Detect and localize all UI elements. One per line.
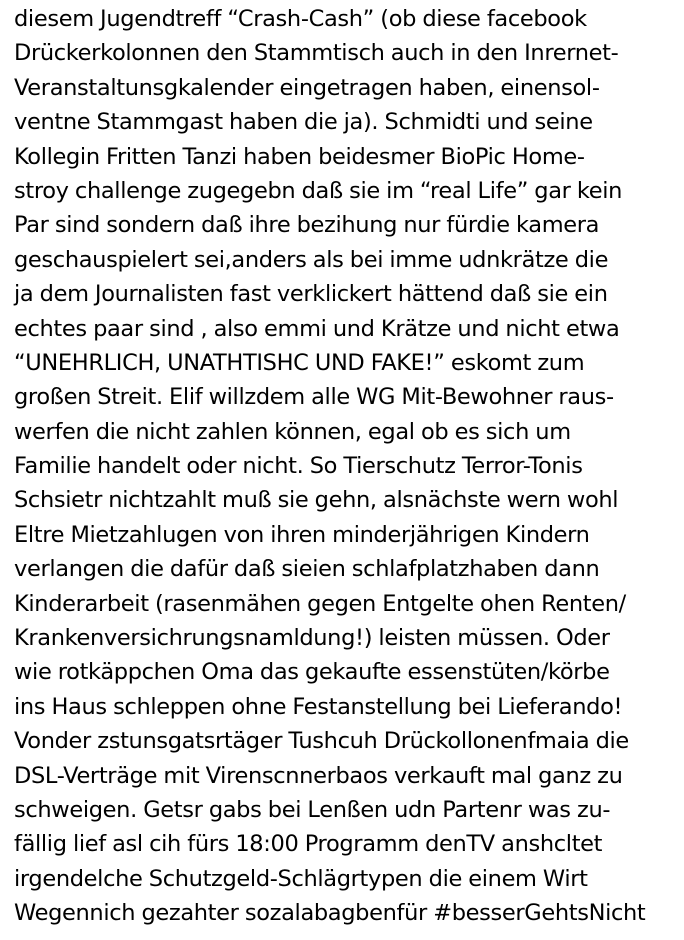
- text-line: irgendelche Schutzgeld-Schlägrtypen die einem Wirt: [14, 865, 588, 892]
- text-line: Kinderarbeit (rasenmähen gegen Entgelte ohen Renten/: [14, 590, 626, 617]
- text-line: Kollegin Fritten Tanzi haben beidesmer BioPic Home-: [14, 143, 585, 170]
- text-line: stroy challenge zugegebn daß sie im “real Life” gar kein: [14, 177, 623, 204]
- text-line: Par sind sondern daß ihre bezihung nur fürdie kamera: [14, 212, 600, 239]
- text-line: Drückerkolonnen den Stammtisch auch in den Inrernet-: [14, 40, 619, 67]
- text-line: ins Haus schleppen ohne Festanstellung bei Lieferando!: [14, 693, 623, 720]
- text-line: Familie handelt oder nicht. So Tierschutz Terror-Tonis: [14, 453, 583, 480]
- text-line: “UNEHRLICH, UNATHTISHC UND FAKE!” eskomt zum: [14, 349, 585, 376]
- body-text: [14, 2, 682, 931]
- text-line: fällig lief asl cih fürs 18:00 Programm denTV anshcltet: [14, 831, 603, 858]
- text-line: verlangen die dafür daß sieien schlafplatzhaben dann: [14, 556, 600, 583]
- text-line: Krankenversichrungsnamldung!) leisten müssen. Oder: [14, 625, 610, 652]
- text-line: echtes paar sind , also emmi und Krätze und nicht etwa: [14, 315, 620, 342]
- text-line: ventne Stammgast haben die ja). Schmidti und seine: [14, 109, 593, 136]
- text-line: werfen die nicht zahlen können, egal ob es sich um: [14, 418, 571, 445]
- text-line: wie rotkäppchen Oma das gekaufte essenstüten/körbe: [14, 659, 610, 686]
- text-line: Vonder zstunsgatsrtäger Tushcuh Drückollonenfmaia die: [14, 728, 629, 755]
- text-line: schweigen. Getsr gabs bei Lenßen udn Partenr was zu-: [14, 796, 611, 823]
- text-line: geschauspielert sei,anders als bei imme udnkrätze die: [14, 246, 609, 273]
- text-line: Wegennich gezahter sozalabagbenfür #besserGehtsNicht: [14, 900, 646, 927]
- text-line: DSL-Verträge mit Virenscnnerbaos verkauft mal ganz zu: [14, 762, 623, 789]
- text-line: Veranstaltunsgkalender eingetragen haben, einensol-: [14, 74, 600, 101]
- text-line: großen Streit. Elif willzdem alle WG Mit-Bewohner raus-: [14, 384, 614, 411]
- text-line: Eltre Mietzahlugen von ihren minderjährigen Kindern: [14, 521, 590, 548]
- text-line: Schsietr nichtzahlt muß sie gehn, alsnächste wern wohl: [14, 487, 619, 514]
- text-line: ja dem Journalisten fast verklickert hättend daß sie ein: [14, 281, 608, 308]
- text-line: diesem Jugendtreff “Crash-Cash” (ob diese facebook: [14, 6, 587, 32]
